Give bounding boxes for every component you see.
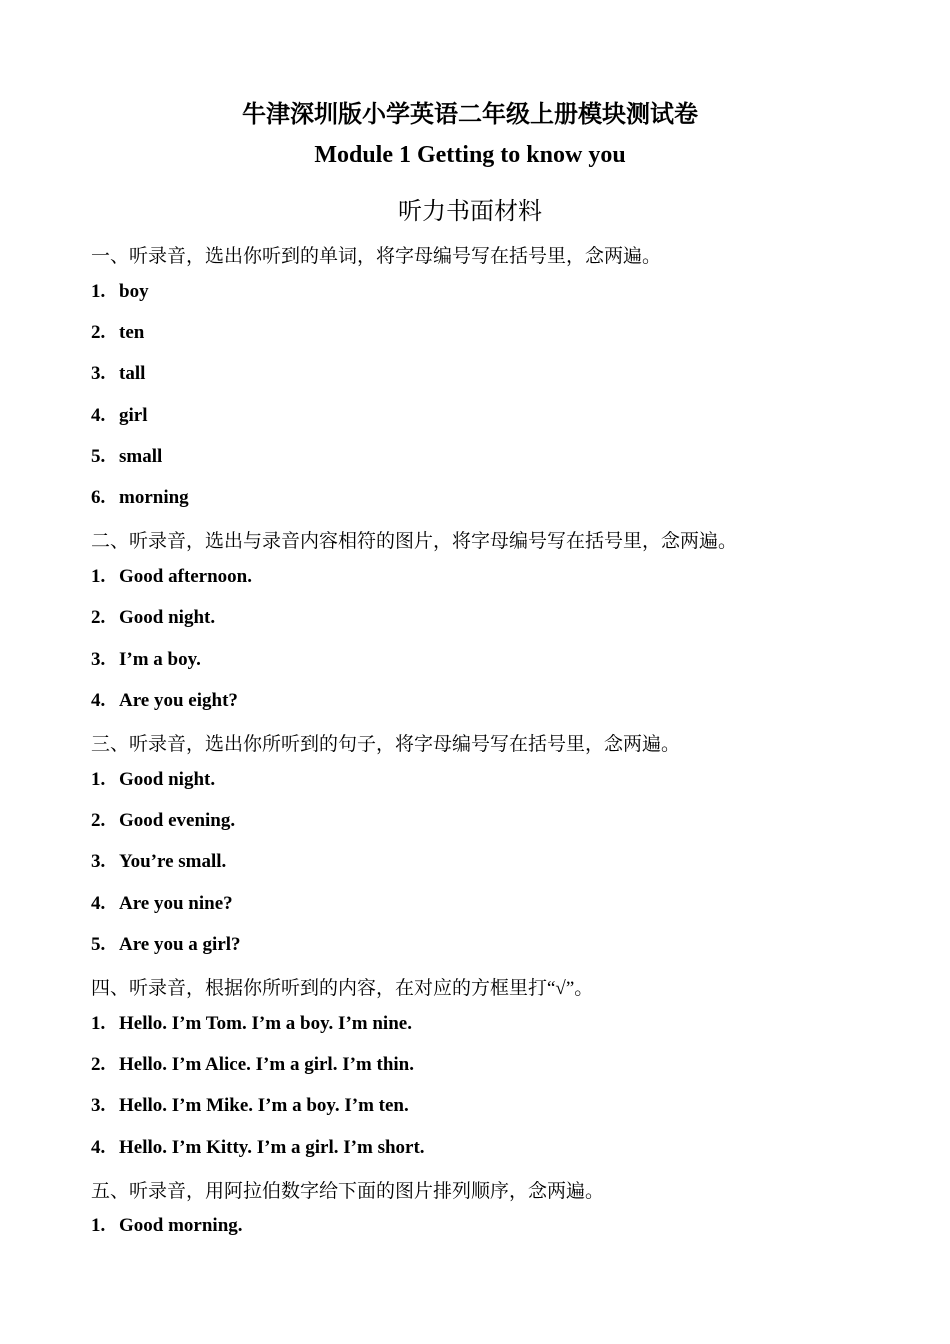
- list-item: 2. ten: [91, 322, 145, 343]
- list-item: 4. Are you nine?: [91, 893, 233, 914]
- list-item: 1. boy: [91, 281, 149, 302]
- list-item: 1. Good morning.: [91, 1215, 243, 1236]
- section-heading-1: 一、听录音，选出你听到的单词，将字母编号写在括号里，念两遍。: [91, 246, 662, 267]
- section-heading-5: 五、听录音，用阿拉伯数字给下面的图片排列顺序，念两遍。: [91, 1181, 605, 1202]
- list-item: 2. Good night.: [91, 607, 216, 628]
- document-subtitle: 听力书面材料: [398, 199, 542, 225]
- section-heading-2: 二、听录音，选出与录音内容相符的图片，将字母编号写在括号里，念两遍。: [91, 531, 738, 552]
- list-item: 3. tall: [91, 363, 146, 384]
- list-item: 1. Good night.: [91, 769, 216, 790]
- list-item: 2. Hello. I’m Alice. I’m a girl. I’m thin.: [91, 1054, 414, 1075]
- list-item: 5. Are you a girl?: [91, 934, 241, 955]
- list-item: 4. Hello. I’m Kitty. I’m a girl. I’m short.: [91, 1137, 425, 1158]
- section-heading-3: 三、听录音，选出你所听到的句子，将字母编号写在括号里，念两遍。: [91, 734, 681, 755]
- section-heading-4: 四、听录音，根据你所听到的内容，在对应的方框里打“√”。: [91, 978, 594, 999]
- list-item: 4. Are you eight?: [91, 690, 238, 711]
- list-item: 5. small: [91, 446, 163, 467]
- list-item: 6. morning: [91, 487, 189, 508]
- list-item: 4. girl: [91, 405, 148, 426]
- list-item: 3. Hello. I’m Mike. I’m a boy. I’m ten.: [91, 1095, 409, 1116]
- list-item: 2. Good evening.: [91, 810, 236, 831]
- module-title: Module 1 Getting to know you: [314, 142, 626, 168]
- list-item: 1. Hello. I’m Tom. I’m a boy. I’m nine.: [91, 1013, 412, 1034]
- document-title: 牛津深圳版小学英语二年级上册模块测试卷: [242, 102, 698, 128]
- list-item: 3. I’m a boy.: [91, 649, 201, 670]
- list-item: 3. You’re small.: [91, 851, 227, 872]
- list-item: 1. Good afternoon.: [91, 566, 252, 587]
